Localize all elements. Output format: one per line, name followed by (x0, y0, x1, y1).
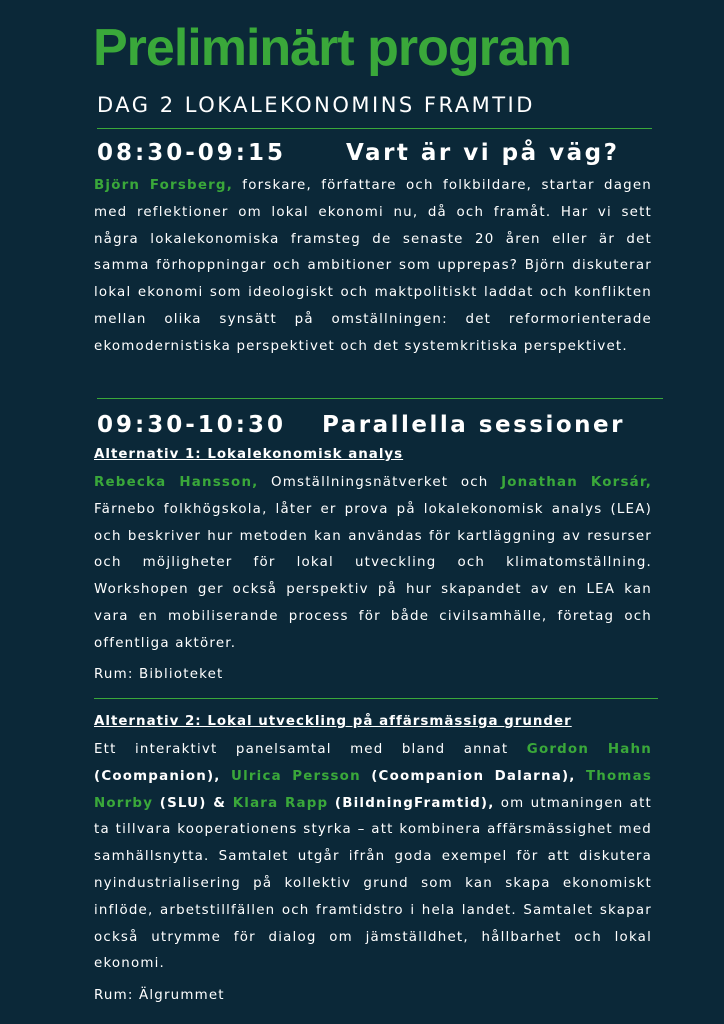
alt1-text: Färnebo folkhögskola, låter er prova på lokalekonomisk analys (LEA) och beskriver hur metoden kan användas för kartläggning av resurser och möjligheter för lokal utveckling och klimatomställning. Workshopen ger också perspektiv på hur skapandet av en LEA kan vara en mobiliserande process för både civilsamhälle, företag och offentliga aktörer. (94, 501, 652, 651)
alt2-room: Rum: Älgrummet (94, 988, 225, 1003)
divider (94, 698, 658, 699)
session1-text: forskare, författare och folkbildare, startar dagen med reflektioner om lokal ekonomi nu, då och framåt. Har vi sett några lokalekonomiska framsteg de senaste 20 åren eller är det samma förhoppningar och ambitioner som upprepas? Björn diskuterar lokal ekonomi som ideologiskt och maktpolitiskt laddat och konflikten mellan olika synsätt på omställningen: det reformorienterade ekomodernistiska perspektivet och det systemkritiska perspektivet. (94, 178, 652, 354)
speaker-org: (Coompanion Dalarna), (360, 768, 586, 784)
session2-heading: Parallella sessioner (322, 412, 625, 438)
speaker-name: Klara Rapp (232, 795, 329, 811)
speaker-org: (BildningFramtid), (328, 795, 495, 811)
speaker-org: (Coompanion), (94, 768, 231, 784)
page-title: Preliminärt program (93, 19, 572, 77)
speaker-name: Rebecka Hansson, (94, 475, 259, 490)
alt1-description (94, 470, 652, 658)
session2-time: 09:30-10:30 (97, 412, 286, 438)
speaker-name: Björn Forsberg, (94, 178, 233, 193)
speaker-name: Jonathan Korsár, (501, 475, 652, 490)
alt1-text: Omställningsnätverket och (258, 475, 502, 490)
divider (97, 128, 652, 129)
alt2-title: Alternativ 2: Lokal utveckling på affärsmässiga grunder (94, 714, 572, 729)
session1-time: 08:30-09:15 (97, 140, 286, 166)
speaker-name: Gordon Hahn (526, 742, 652, 757)
alt2-text: om utmaningen att ta tillvara kooperationens styrka – att kombinera affärsmässighet med samhällsnytta. Samtalet utgår ifrån goda exempel för att diskutera nyindustrialisering på kollektiv grund som kan skapa ekonomiskt inflöde, arbetstillfällen och framtidstro i hela landet. Samtalet skapar också utrymme för dialog om jämställdhet, hållbarhet och lokal ekonomi. (94, 795, 653, 972)
speaker-org: (SLU) & (153, 795, 233, 811)
session1-description (94, 173, 652, 361)
session1-heading: Vart är vi på väg? (346, 140, 620, 166)
page-subtitle: DAG 2 LOKALEKONOMINS FRAMTID (97, 93, 535, 117)
alt1-room: Rum: Biblioteket (94, 667, 224, 682)
alt1-title: Alternativ 1: Lokalekonomisk analys (94, 447, 404, 462)
speaker-name: Ulrica Persson (231, 768, 361, 784)
alt2-text: Ett interaktivt panelsamtal med bland annat (94, 742, 527, 757)
divider (97, 398, 663, 399)
speaker-name: Thomas Norrby (94, 768, 652, 811)
alt2-description (94, 737, 652, 978)
